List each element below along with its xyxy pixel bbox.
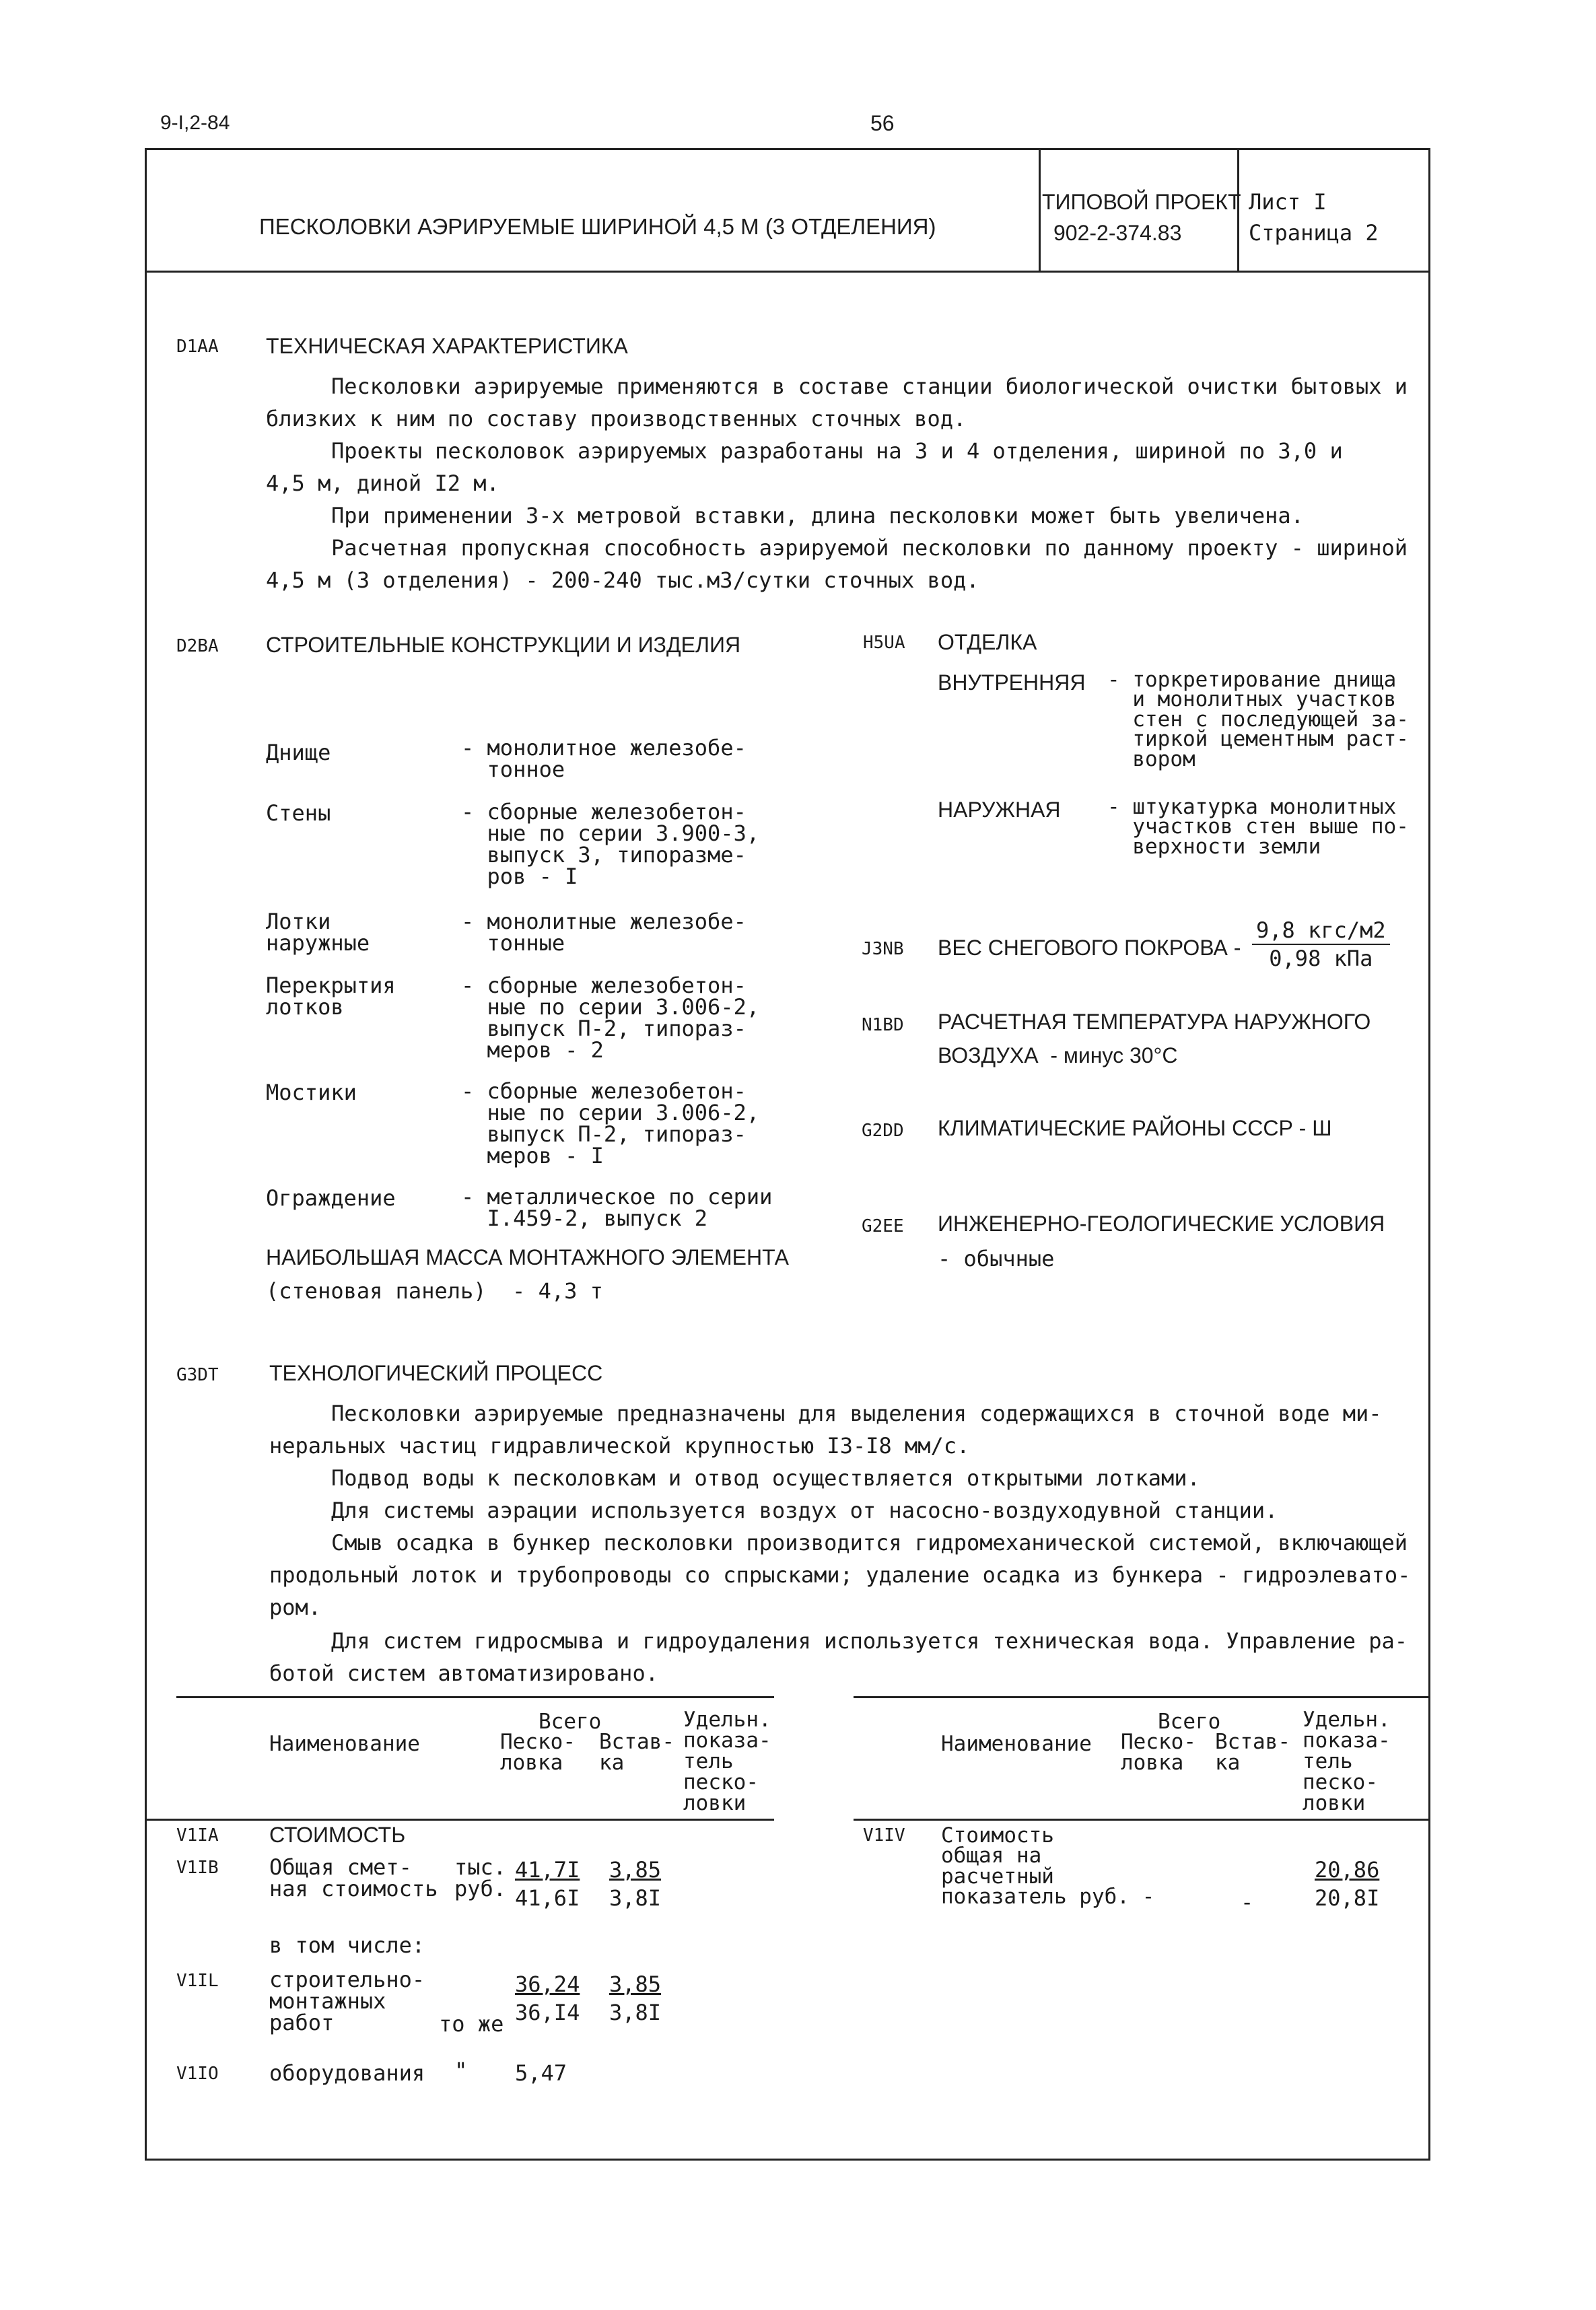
code-d2ba: D2BA: [176, 636, 219, 656]
title-text: ПЕСКОЛОВКИ АЭРИРУЕМЫЕ ШИРИНОЙ 4,5 М (3 ОТДЕЛЕНИЯ): [259, 214, 936, 239]
item-name: Ограждение: [266, 1185, 396, 1211]
tech-line: При применении 3-х метровой вставки, длина песколовки может быть увеличена.: [331, 503, 1304, 528]
col-sandtrap-header: Песко- ловка: [500, 1730, 576, 1775]
process-line: продольный лоток и трубопроводы со спрысками; удаление осадка из бункера - гидроэлевато-: [269, 1562, 1411, 1588]
finish-outer-desc: - штукатурка монолитных участков стен выше по- верхности земли: [1107, 795, 1409, 859]
process-line: ром.: [269, 1595, 322, 1620]
page-number: 56: [870, 111, 895, 135]
total-cost-unit: тыс. руб.: [454, 1854, 507, 1901]
code-d1aa: D1AA: [176, 337, 219, 357]
temperature-line2: ВОЗДУХА - минус 30°С: [938, 1043, 1178, 1068]
project-label: ТИПОВОЙ ПРОЕКТ: [1042, 190, 1241, 214]
cm-sandtrap: 36,24 36,I4: [515, 1971, 580, 2025]
code-v1io: V1IO: [176, 2064, 219, 2084]
code-v1ib: V1IB: [176, 1858, 219, 1878]
tech-line: близких к ним по составу производственных сточных вод.: [266, 406, 967, 431]
item-name: Днище: [266, 740, 331, 765]
col-specific-header: Удельн. показа- тель песко- ловки: [683, 1708, 771, 1815]
snow-value-top: 9,8 кгс/м2: [1252, 917, 1390, 945]
col-sandtrap-header-right: Песко- ловка: [1121, 1730, 1196, 1775]
item-desc: - сборные железобетон- ные по серии 3.006-2, выпуск П-2, типораз- меров - 2: [461, 973, 760, 1063]
col-insert-header-right: Встав- ка: [1215, 1730, 1290, 1775]
sheet-page: Страница 2: [1249, 220, 1379, 246]
max-mass-line1: НАИБОЛЬШАЯ МАССА МОНТАЖНОГО ЭЛЕМЕНТА: [266, 1245, 789, 1269]
total-cost-insert: 3,85 3,8I: [609, 1857, 662, 1911]
process-line: Подвод воды к песколовкам и отвод осуществляется открытыми лотками.: [331, 1465, 1200, 1491]
finish-heading: ОТДЕЛКА: [938, 630, 1037, 654]
snow-value-bottom: 0,98 кПа: [1269, 946, 1373, 971]
item-name: Стены: [266, 800, 331, 826]
snow-label: ВЕС СНЕГОВОГО ПОКРОВА -: [938, 936, 1241, 960]
climate-text: КЛИМАТИЧЕСКИЕ РАЙОНЫ СССР - Ш: [938, 1116, 1332, 1140]
code-g2dd: G2DD: [862, 1121, 904, 1141]
specific-cost-label: Стоимость общая на расчетный показатель руб. -: [941, 1823, 1155, 1910]
doc-code: 9-I,2-84: [160, 112, 230, 134]
code-n1bd: N1BD: [862, 1015, 904, 1035]
code-g3dt: G3DT: [176, 1365, 219, 1385]
cm-insert: 3,85 3,8I: [609, 1971, 662, 2025]
col-name-header: Наименование: [269, 1732, 420, 1756]
incl-label: в том числе:: [269, 1932, 425, 1958]
snow-value: [1252, 917, 1390, 972]
col-total-header-right: Всего: [1158, 1710, 1221, 1734]
specific-cost-value: 20,86 20,8I: [1315, 1857, 1380, 1911]
eq-sandtrap: 5,47: [515, 2060, 567, 2086]
geology-line1: ИНЖЕНЕРНО-ГЕОЛОГИЧЕСКИЕ УСЛОВИЯ: [938, 1212, 1385, 1236]
col-insert-header: Встав- ка: [599, 1730, 674, 1775]
total-cost-label: Общая смет- ная стоимость: [269, 1854, 438, 1901]
col-name-header-right: Наименование: [941, 1732, 1092, 1756]
tech-line: 4,5 м, диной I2 м.: [266, 470, 499, 496]
item-name: Перекрытия лотков: [266, 973, 396, 1020]
process-heading: ТЕХНОЛОГИЧЕСКИЙ ПРОЦЕСС: [269, 1361, 603, 1385]
total-cost-sandtrap: 41,7I 41,6I: [515, 1857, 580, 1911]
code-j3nb: J3NB: [862, 939, 904, 959]
item-desc: - монолитные железобе- тонные: [461, 909, 747, 956]
sheet-label: Лист I: [1249, 189, 1327, 215]
cost-heading: СТОИМОСТЬ: [269, 1823, 406, 1847]
table-top-rule-right: [854, 1696, 1430, 1698]
item-desc: - монолитное железобе- тонное: [461, 735, 747, 782]
code-v1il: V1IL: [176, 1971, 219, 1991]
code-h5ua: H5UA: [863, 633, 905, 653]
max-mass-line2: (стеновая панель) - 4,3 т: [266, 1278, 603, 1304]
item-desc: - сборные железобетон- ные по серии 3.006-2, выпуск П-2, типораз- меров - I: [461, 1078, 760, 1168]
finish-inner-desc: - торкретирование днища и монолитных участков стен с последующей за- тиркой цементным раст- вором: [1107, 668, 1409, 771]
finish-outer-label: НАРУЖНАЯ: [938, 798, 1061, 822]
tech-line: 4,5 м (3 отделения) - 200-240 тыс.м3/сутки сточных вод.: [266, 567, 979, 593]
eq-unit: ": [454, 2058, 468, 2083]
code-g2ee: G2EE: [862, 1216, 904, 1236]
col-total-header: Всего: [539, 1710, 602, 1734]
finish-inner-label: ВНУТРЕННЯЯ: [938, 670, 1086, 695]
process-line: Для системы аэрации используется воздух от насосно-воздуходувной станции.: [331, 1498, 1278, 1523]
cm-unit: то же: [439, 2011, 504, 2037]
item-desc: - сборные железобетон- ные по серии 3.900-3, выпуск 3, типоразме- ров - I: [461, 799, 760, 889]
tech-line: Проекты песколовок аэрируемых разработаны на 3 и 4 отделения, шириной по 3,0 и: [331, 438, 1343, 464]
table-header-rule-right: [854, 1819, 1430, 1821]
process-line: ботой систем автоматизировано.: [269, 1660, 658, 1686]
temperature-line1: РАСЧЕТНАЯ ТЕМПЕРАТУРА НАРУЖНОГО: [938, 1010, 1371, 1034]
table-header-rule-left: [145, 1819, 774, 1821]
tech-heading: ТЕХНИЧЕСКАЯ ХАРАКТЕРИСТИКА: [266, 334, 628, 358]
code-v1ia: V1IA: [176, 1825, 219, 1846]
geology-line2: - обычные: [938, 1246, 1055, 1271]
tech-line: Песколовки аэрируемые применяются в составе станции биологической очистки бытовых и: [331, 374, 1408, 399]
title-divider-1: [1039, 148, 1041, 273]
specific-cost-dash: -: [1241, 1889, 1254, 1915]
tech-line: Расчетная пропускная способность аэрируемой песколовки по данному проекту - шириной: [331, 535, 1408, 561]
table-top-rule-left: [176, 1696, 774, 1698]
eq-label: оборудования: [269, 2060, 425, 2086]
cm-label: строительно- монтажных работ: [269, 1967, 425, 2035]
item-name: Мостики: [266, 1080, 357, 1105]
constructions-heading: СТРОИТЕЛЬНЫЕ КОНСТРУКЦИИ И ИЗДЕЛИЯ: [266, 633, 741, 657]
project-number: 902-2-374.83: [1053, 221, 1182, 245]
code-v1iv: V1IV: [863, 1825, 905, 1846]
item-desc: - металлическое по серии I.459-2, выпуск 2: [461, 1184, 773, 1231]
process-line: Для систем гидросмыва и гидроудаления используется техническая вода. Управление ра-: [331, 1628, 1408, 1654]
process-line: Смыв осадка в бункер песколовки производится гидромеханической системой, включающей: [331, 1530, 1408, 1555]
col-specific-header-right: Удельн. показа- тель песко- ловки: [1303, 1708, 1391, 1815]
process-line: неральных частиц гидравлической крупностью I3-I8 мм/с.: [269, 1433, 970, 1459]
item-name: Лотки наружные: [266, 909, 370, 956]
process-line: Песколовки аэрируемые предназначены для выделения содержащихся в сточной воде ми-: [331, 1401, 1382, 1426]
